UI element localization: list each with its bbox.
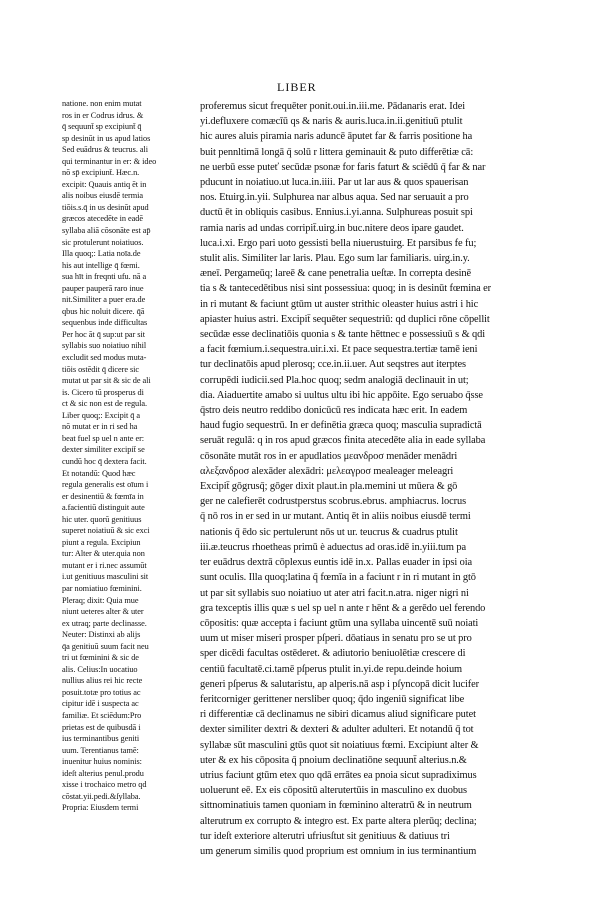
commentary-line: Illa quoq;: Latia noīa.de <box>62 249 141 259</box>
commentary-line: sua hīt in freqnti ufu. nā a <box>62 272 147 282</box>
text-line: pducunt in noiatiuo.ut luca.in.iiii. Par ut lar aus & quos spauerisan <box>200 177 469 189</box>
commentary-line: excipit: Quauis antiq ēt in <box>62 179 147 189</box>
text-line: cōsonāte mutāt ros in er apudlatios μεανδροσ menāder menādri <box>200 450 458 462</box>
commentary-line: alis. Celius:In uocatiuo <box>62 664 138 674</box>
commentary-line: familiæ. Et sciēdum:Pro <box>62 710 142 720</box>
text-line: yi.defluxere comæcīū qs & naris & auris.luca.in.ii.genitiuū ptulit <box>200 116 463 128</box>
commentary-line: inuenitur huius nominis: <box>62 757 142 767</box>
commentary-line: superet noiatiuū & sic exci <box>62 526 150 536</box>
commentary-line: nō sp̄ excipiunt̄. Hæc.n. <box>62 168 140 178</box>
text-line: dexter similiter dextri & dexteri & adulter adulteri. Et notandū q̄ tot <box>200 724 474 736</box>
text-line: corrupēdi iudicii.sed Pla.hoc quoq; sedm analogiā declinauit in ut; <box>200 374 469 386</box>
text-line: tur ideſt exteriore alterutri ufriusſtut sit genitiuus & datiuus tri <box>200 830 450 842</box>
commentary-line: beat fuel sp uel n ante er: <box>62 433 145 443</box>
text-line: feritcorniger gerittener nersliber quoq; q̄do ingeniū significat libe <box>200 693 465 705</box>
text-line: syllabæ sūt masculini gtūs quot sit noiatiuus fœmi. Excipiunt alter & <box>200 739 479 751</box>
text-line: generi pſperus & salutaristu, ap alperis.nā asp i pſyncopā dicit lucifer <box>200 678 480 690</box>
text-line: æneī. Pergameūq; lareē & cane penetralia ueſtæ. In correpta desinē <box>200 268 472 280</box>
commentary-line: nit.Similiter a puer era.de <box>62 295 146 305</box>
commentary-line: er desinentiū & fœmīa in <box>62 491 144 501</box>
text-line: cōpositis: quæ accepta i faciunt gtūm una syllaba uincentē suū noiati <box>200 617 479 629</box>
text-line: um generum similis quod proprium est omnium in ius terminantium <box>200 845 477 857</box>
commentary-line: Liber quoq;: Excipit q̄ a <box>62 410 141 420</box>
commentary-line: sequenbus inde difficultas <box>62 318 148 328</box>
commentary-line: tur: Alter & uter.quia non <box>62 549 145 559</box>
text-line: tur declinatōis apud plerosq; cce.in.ii.uer. Aut seqstres aut iterptes <box>200 359 466 371</box>
text-line: nationis q̄ ēdo sic pertulerunt nōs ut ur. teucrus & cuadrus ptulit <box>200 526 458 538</box>
commentary-line: qbus hic noluit dicere. q̄ā <box>62 306 145 316</box>
commentary-line: nō mutat er in ri sed ha <box>62 422 138 432</box>
commentary-line: Sed euādrus & teucrus. ali <box>62 145 149 155</box>
commentary-line: his aut intellige q̄ fœmi. <box>62 260 140 270</box>
commentary-line: i.ut genitiuus masculini sit <box>62 572 149 582</box>
commentary-line: par nomiatiuo fœminini. <box>62 583 142 593</box>
text-line: ger ne calefierēt codrustperstus scobrus.ebrus. amphiacrus. locrus <box>200 496 467 508</box>
marginal-commentary-column <box>62 98 174 814</box>
commentary-line: sic protulerunt noiatiuos. <box>62 237 144 247</box>
text-line: buit pennltimā longā q̄ solū r littera geminauit & puto differētiæ cā: <box>200 146 474 158</box>
commentary-line: tiōis ostēdit q̄ dicere sic <box>62 364 140 374</box>
text-line: sittnominatiuis tamen quoniam in fœminino alteratrū & in neutrum <box>200 800 472 812</box>
commentary-line: is. Cicero tū prosperus di <box>62 387 144 397</box>
text-line: centiū facultatē.ci.tamē pſperus ptulit in.yi.de repu.deinde hoium <box>200 663 463 675</box>
text-line: a facit fœmium.i.sequestra.uir.i.xi. Et pace sequestra.tertiæ tamē ieni <box>200 344 478 356</box>
commentary-line: tri ut fœminini & sic de <box>62 653 139 663</box>
commentary-line: Per hoc āt q̄ sup:ut par sit <box>62 329 145 339</box>
commentary-line: mutat ut par sit & sic de ali <box>62 376 151 386</box>
text-line: αλεξανδροσ alexāder alexādri: μελεαγροσ mealeager meleagri <box>200 465 454 477</box>
commentary-line: qui terminantur in er: & ideo <box>62 156 157 166</box>
commentary-line: piunt a regula. Excipiun <box>62 537 141 547</box>
text-line: uter & ex his cōposita q̄ pnoium declinatiōne sequunt̄ alterius.n.& <box>200 754 467 766</box>
text-line: iii.æ.teucrus rhoetheas primū è aduectus ad oras.idē in.yiii.tum pa <box>200 541 466 553</box>
text-line: sunt oculis. Illa quoq;latina q̄ fœmīa in a faciunt r in ri mutant in gtō <box>200 572 476 584</box>
text-line: uum ut miser miseri prosper pſperi. dōatiaus in senatu pro se ut pro <box>200 633 472 645</box>
commentary-line: xisse i trochaico metro qd <box>62 780 147 790</box>
text-line: luca.i.xi. Ergo pari uoto gessisti bella niuerustuirg. Et parsibus fe fu; <box>200 237 477 249</box>
commentary-line: q̄ sequunt̄ sp excipiunt̄ q̄ <box>62 122 142 132</box>
commentary-line: græcos atecedēte in eadē <box>62 214 144 224</box>
text-line: tia s & tantecedētibus nisi sint possessiua: quoq; in is desinūt fœmina er <box>200 283 492 295</box>
commentary-line: regula generalis est oīum i <box>62 480 149 490</box>
text-line: nos. Etuirg.in.yii. Sulphurea nar albus aqua. Sed nar seruauit a pro <box>200 192 469 204</box>
commentary-line: cundū hoc q̄ dextera facit. <box>62 456 147 466</box>
commentary-line: Propria: Eiusdem termi <box>62 803 139 813</box>
commentary-line: pauper pauperā raro inue <box>62 283 144 293</box>
text-line: ut par sit syllabis suo noiatiuo ut ater atri facit.n.atra. niger nigri ni <box>200 587 469 599</box>
text-line: ramia naris ad undas corripit̄.uirg.in buc.nitere deos ipare gaudet. <box>200 222 464 234</box>
commentary-line: posuit.totæ pro totius ac <box>62 687 141 697</box>
commentary-line: Et notandū: Quod hæc <box>62 468 136 478</box>
text-line: uoluerunt eē. Ex eis cōpositū alterutertūis in masculino ex duobus <box>200 785 467 797</box>
text-line: utrius faciunt gtūm etex quo qdā errātes ea pnoia sicut supradiximus <box>200 769 477 781</box>
text-line: q̄ nō ros in er sed in ur mutant. Antiq ēt in aliis noibus eiusdē termi <box>200 511 471 523</box>
commentary-line: niunt ueteres alter & uter <box>62 607 144 617</box>
commentary-line: uum. Terentianus tamē: <box>62 745 139 755</box>
commentary-line: Neuter: Distinxi ab alijs <box>62 630 141 640</box>
commentary-line: sp desinūt in us apud latios <box>62 133 151 143</box>
text-line: hic aures aluis piramia naris aduncē āputet far & farris positione ha <box>200 131 473 143</box>
commentary-line: excludit sed modus muta- <box>62 353 147 363</box>
text-line: alterutrum ex corrupto & integro est. Ex parte altera plerūq; declina; <box>200 815 477 827</box>
text-line: dia. Aiaduertite amabo si uultus ultu ibi hic appōite. Ego seruabo q̄sse <box>200 389 483 401</box>
commentary-line: cōstat.yii.pedi.&ſyllaba. <box>62 791 141 801</box>
commentary-line: syllabis suo noiatiuo nihil <box>62 341 147 351</box>
text-line: apiaster huius astri. Excipit̄ sequēter sequestriū: qd duplici rōne cōpellit <box>200 313 490 325</box>
commentary-line: cipitur idē i suspecta ac <box>62 699 139 709</box>
running-title: LIBER <box>277 80 317 94</box>
commentary-line: a.facientiū distinguit aute <box>62 503 145 513</box>
commentary-line: prietas est de quibusdā i <box>62 722 141 732</box>
main-text-column <box>200 99 546 859</box>
commentary-line: ros in er Codrus idrus. & <box>62 110 144 120</box>
commentary-line: alis noibus eiusdē termia <box>62 191 144 201</box>
commentary-line: mutant er i ri.nec assumūt <box>62 560 147 570</box>
text-line: ductū ēt in obliquis casibus. Ennius.i.yi.anna. Sulphureas posuit spi <box>200 207 473 219</box>
text-line: gra texceptis illis quæ s uel sp uel n ante r hēnt & a gerēdo uel ferendo <box>200 602 486 614</box>
text-line: ne uerbū esse puteť secūdæ psonæ for faris faturt & sciēdū q̄ far & nar <box>200 161 486 173</box>
text-line: secūdæ esse declinatiōis quonia s & tante hēttnec e possessiuū s & qdi <box>200 329 486 341</box>
text-line: sper dicēdi facultas ostēderet. & adiutorio beniuolētiæ crescere di <box>200 648 466 660</box>
commentary-line: ct & sic non est de regula. <box>62 399 148 409</box>
commentary-line: tiōis.s.q̄ in us desinūt apud <box>62 202 149 212</box>
commentary-line: nullius alius rei hic recte <box>62 676 143 686</box>
text-line: haud fugio sequestrū. In er definētia græca quoq; masculia supradictā <box>200 420 482 432</box>
text-line: q̄stro deis neutro reddibo donicūcū res indicata hæc erit. In eadem <box>200 405 468 417</box>
text-line: stulit alis. Similiter lar laris. Plau. Ego sum lar familiaris. uirg.in.y. <box>200 253 470 265</box>
commentary-line: Pleraq; dixit: Quia mue <box>62 595 139 605</box>
commentary-line: ex utraq; parte declinasse. <box>62 618 147 628</box>
commentary-line: dexter similiter excipit̄ se <box>62 445 145 455</box>
text-line: Excipit̄ gōgrusq̄; gōger dixit plaut.in pla.memini ut mūera & gō <box>200 481 458 493</box>
commentary-line: hic uter. quorū genitiuus <box>62 514 142 524</box>
text-line: seruāt regulā: q in ros apud græcos finita atecedēte alia in eade syllaba <box>200 435 486 447</box>
commentary-line: q̄a genitiuū suum facit neu <box>62 641 149 651</box>
text-line: proferemus sicut frequēter ponit.oui.in.iii.me. Pādanaris erat. Idei <box>200 101 466 112</box>
text-line: ter euādrus dextrā cōplexus euntis idē in.x. Pallas euader in ipsi oia <box>200 557 473 569</box>
commentary-line: natione. non enim mutat <box>62 99 142 108</box>
commentary-line: syllaba aliā cōsonāte est ap̄ <box>62 226 151 236</box>
text-line: in ri mutant & faciunt gtūm ut auster strithic oleaster huius astri i hic <box>200 298 479 310</box>
commentary-line: ideſt alterius penul.produ <box>62 768 144 778</box>
text-line: ri differentiæ cā declinamus ne sibiri dicamus aliud significare putet <box>200 709 476 721</box>
commentary-line: ius terminantibus geniti <box>62 734 140 744</box>
